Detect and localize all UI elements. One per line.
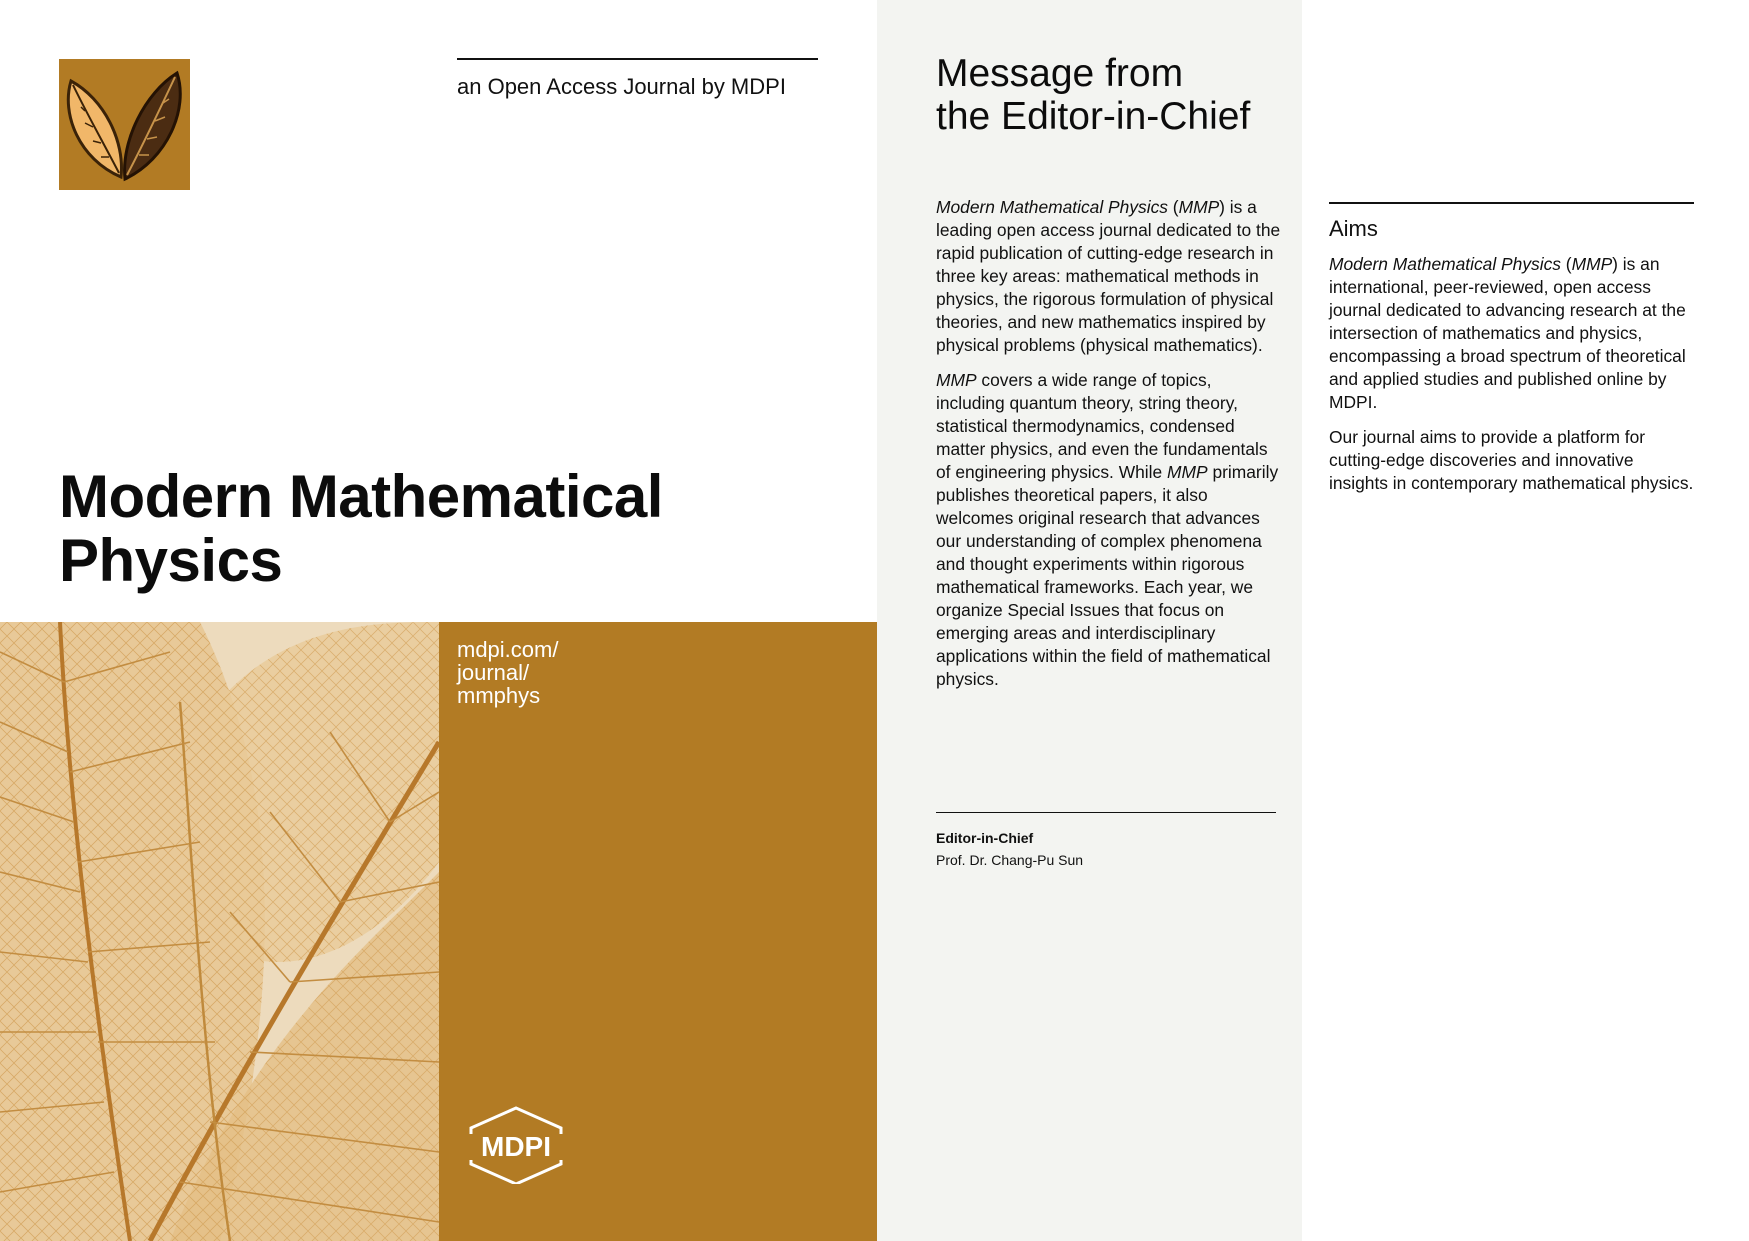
- journal-logo-icon: [59, 59, 190, 190]
- leaf-skeleton-image: [0, 622, 439, 1241]
- journal-url-line1: mdpi.com/: [457, 637, 559, 662]
- journal-title: [59, 465, 663, 593]
- journal-url-panel: [439, 622, 877, 1241]
- message-p2-text-b: primarily publishes theoretical papers, it also welcomes original research that advances our understanding of complex phenomena and thought experiments within rigorous mathematical frameworks. Each year, we organize Special Issues that focus on emerging areas and interdisciplinary applications within the field of mathematical physics.: [936, 462, 1279, 689]
- paren-open: (: [1167, 197, 1179, 217]
- journal-name-italic: Modern Mathematical Physics: [936, 197, 1168, 217]
- aims-body: [1329, 253, 1694, 507]
- aims-paragraph-2: Our journal aims to provide a platform for cutting-edge discoveries and innovative insights in contemporary mathematical physics.: [1329, 427, 1694, 493]
- journal-name-italic: Modern Mathematical Physics: [1329, 254, 1561, 274]
- paren-open: (: [1560, 254, 1572, 274]
- aims-p1-text: ) is an international, peer-reviewed, open access journal dedicated to advancing research at the intersection of mathematics and physics, encompassing a broad spectrum of theoretical and applied studies and published online by MDPI.: [1329, 254, 1686, 412]
- editor-divider: [936, 812, 1276, 813]
- journal-url-line2: journal/: [457, 660, 530, 685]
- journal-url[interactable]: [457, 638, 558, 707]
- message-title-line1: Message from: [936, 52, 1184, 95]
- message-p2-text-a: covers a wide range of topics, including quantum theory, string theory, statistical thermodynamics, condensed matter physics, and even the fundamentals of engineering physics. While: [936, 370, 1268, 482]
- top-rule: [457, 58, 818, 60]
- mdpi-logo-text: MDPI: [481, 1131, 551, 1162]
- journal-abbr-italic: MMP: [936, 370, 977, 390]
- aims-paragraph-1: [1329, 253, 1694, 414]
- message-title-line2: the Editor-in-Chief: [936, 95, 1251, 138]
- aims-divider: [1329, 202, 1694, 204]
- message-p1-text: ) is a leading open access journal dedicated to the rapid publication of cutting-edge research in three key areas: mathematical methods in physics, the rigorous formulation of physical theories, and new mathematics inspired by physical problems (physical mathematics).: [936, 197, 1281, 355]
- journal-abbr-italic: MMP: [1167, 462, 1208, 482]
- journal-url-line3: mmphys: [457, 683, 541, 708]
- editor-in-chief-name: Prof. Dr. Chang-Pu Sun: [936, 852, 1084, 868]
- aims-heading: Aims: [1329, 216, 1378, 241]
- message-body: [936, 196, 1281, 703]
- message-title: [936, 52, 1250, 138]
- message-paragraph-2: [936, 369, 1281, 691]
- journal-abbr-italic: MMP: [1571, 254, 1613, 274]
- journal-title-line1: Modern Mathematical: [59, 463, 663, 530]
- journal-title-line2: Physics: [59, 527, 283, 594]
- message-paragraph-1: [936, 196, 1281, 357]
- editor-message-panel: [877, 0, 1302, 1241]
- journal-abbr-italic: MMP: [1178, 197, 1220, 217]
- journal-tagline: an Open Access Journal by MDPI: [457, 74, 786, 99]
- editor-in-chief-label: Editor-in-Chief: [936, 830, 1034, 846]
- mdpi-logo-icon: [457, 1106, 575, 1184]
